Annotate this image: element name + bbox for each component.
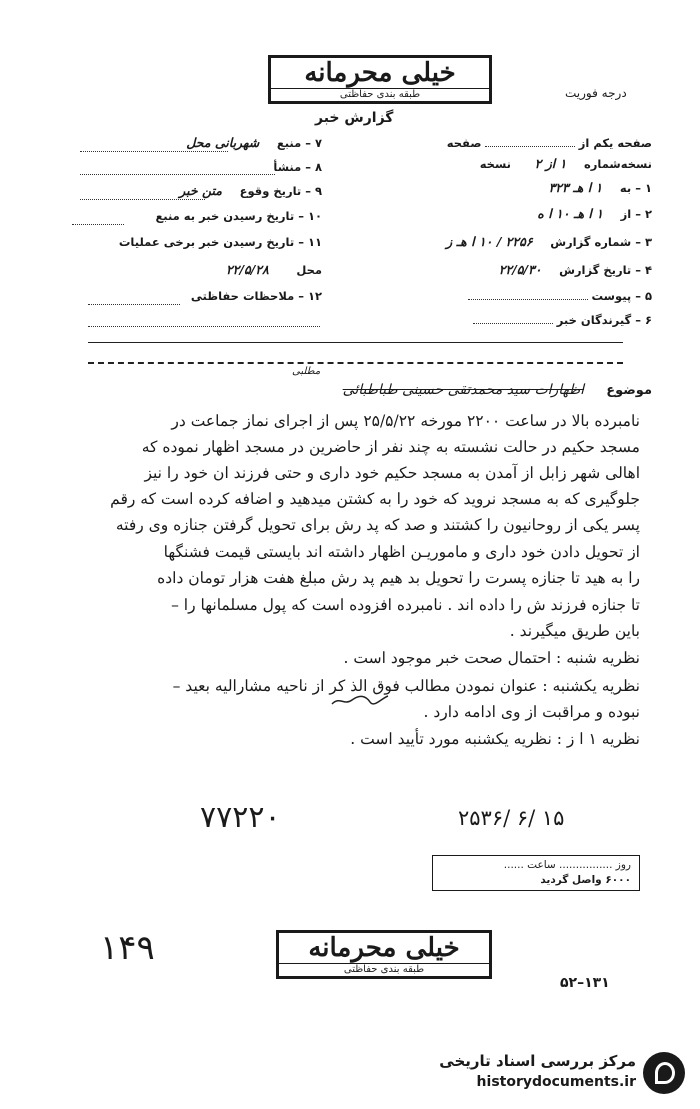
body-line-8: تا جنازه فرزند ش را داده اند . نامبرده افزوده است که پول مسلمانها را – (171, 596, 640, 614)
field-5-attachment: ۵ – پیوست (468, 288, 652, 304)
body-line-6: از تحویل دادن خود داری و ماموریـن اظهار داشته اند بایستی قیمت فشنگها (163, 543, 640, 561)
field-9-occurrence-date: ۹ – تاریخ وقوع متن خبر (179, 183, 322, 198)
bottom-stamp-main-text: خیلی محرمانه (308, 933, 460, 963)
top-classification-stamp (268, 55, 492, 104)
archive-logo-icon (643, 1052, 685, 1094)
opinion-sunday-line-1: نظریه یکشنبه : عنوان نمودن مطالب فوق الذ کر از ناحیه مشارالیه بعید – (172, 677, 640, 695)
field-8-underline (80, 174, 275, 175)
handwritten-date: ۲۵۳۶/ ۶/ ۱۵ (458, 806, 565, 830)
field-copy-number: نسخه‌شماره ۱ از ۲ نسخه (479, 156, 652, 171)
receipt-stamp-line-2: ۶۰۰۰ واصل گردید (540, 874, 631, 886)
subject-line (343, 380, 652, 401)
opinion-confirmation: نظریه ۱ ا ز : نظریه یکشنبه مورد تأیید است . (350, 730, 640, 748)
signature-scribble (330, 692, 390, 710)
field-12-security-notes: ۱۲ – ملاحظات حفاظتی (190, 289, 322, 303)
body-line-7: را به هید تا جنازه پسرت را تحویل بد هیم پد رش مبلغ هفت هزار تومان داده (157, 569, 640, 587)
subject-value: اظهارات سید محمدتقی حسینی طباطبائی (342, 382, 585, 398)
body-line-1: نامبرده بالا در ساعت ۲۲۰۰ مورخه ۲۵/۵/۲۲ پس از اجرای نماز جماعت در (171, 412, 640, 430)
field-4-report-date: ۴ – تاریخ گزارش ۲۲/۵/۳۰ (498, 262, 652, 277)
field-10-underline (72, 224, 124, 225)
field-11-operations-date: ۱۱ – تاریخ رسیدن خبر برخی عملیات (118, 235, 322, 249)
body-line-5: پسر یکی از روحانیون را کشتند و صد که پد رش برای تحویل گرفتن جنازه وی رفته (115, 516, 640, 534)
field-page: صفحه یکم از صفحه (446, 136, 652, 150)
header-separator-2 (88, 362, 623, 364)
field-1-to: ۱ – به ۱ ا هـ ۳۲۳ (548, 180, 652, 195)
field-9-underline (80, 199, 205, 200)
opinion-saturday: نظریه شنبه : احتمال صحت خبر موجود است . (343, 649, 640, 667)
left-blank-line-1 (88, 326, 320, 327)
receipt-stamp (432, 855, 640, 891)
urgency-label: درجه فوریت (565, 86, 627, 100)
bottom-stamp-sub-text: طبقه بندی حفاظتی (279, 963, 489, 976)
field-2-from: ۲ – از ۱ ا هـ ۱۰ ا ه (537, 206, 652, 221)
handwritten-page-number: ۱۴۹ (100, 928, 155, 968)
footer-url: historydocuments.ir (476, 1074, 636, 1090)
handwritten-registry-number: ۷۷۲۲۰ (200, 800, 281, 835)
field-12-underline (88, 304, 180, 305)
body-line-9: باین طریق میگیرند . (509, 622, 640, 640)
field-place: محل ۲۲/۵/۲۸ (225, 262, 322, 277)
subject-correction: مطلبی (292, 366, 321, 377)
header-separator-1 (88, 342, 623, 343)
field-7-underline (80, 151, 228, 152)
receipt-stamp-line-1: روز ................ ساعت ...... (503, 859, 631, 871)
form-code: ۵۲–۱۳۱ (560, 975, 610, 991)
body-line-3: اهالی شهر زابل از آمدن به مسجد حکیم خود داری و حتی فرزند ان خود را نیز (144, 464, 640, 482)
report-type-title: گزارش خبر (315, 110, 394, 126)
field-3-report-number: ۳ – شماره گزارش ۲۲۵۶ / ۱۰ ا هـ ز (446, 234, 652, 249)
bottom-classification-stamp (276, 930, 492, 979)
footer-site-name: مرکز بررسی اسناد تاریخی (439, 1052, 636, 1070)
field-7-source: ۷ – منبع شهربانی محل (186, 135, 322, 150)
stamp-main-text: خیلی محرمانه (304, 58, 456, 88)
body-line-2: مسجد حکیم در حالت نشسته به چند نفر از حاضرین در مسجد اظهار نموده که (141, 438, 640, 456)
field-6-recipients: ۶ – گیرندگان خبر (473, 312, 652, 328)
field-10-source-receipt-date: ۱۰ – تاریخ رسیدن خبر به منبع (155, 209, 322, 223)
stamp-sub-text: طبقه بندی حفاظتی (271, 88, 489, 101)
body-line-4: جلوگیری که به مسجد نروید که خود را به کشتن میدهید و اضافه کرده است که رقم (110, 490, 640, 508)
subject-label: موضوع (606, 383, 652, 398)
field-8-origin: ۸ – منشأ (273, 160, 322, 174)
opinion-sunday-line-2: نبوده و مراقبت از وی ادامه دارد . (423, 703, 640, 721)
